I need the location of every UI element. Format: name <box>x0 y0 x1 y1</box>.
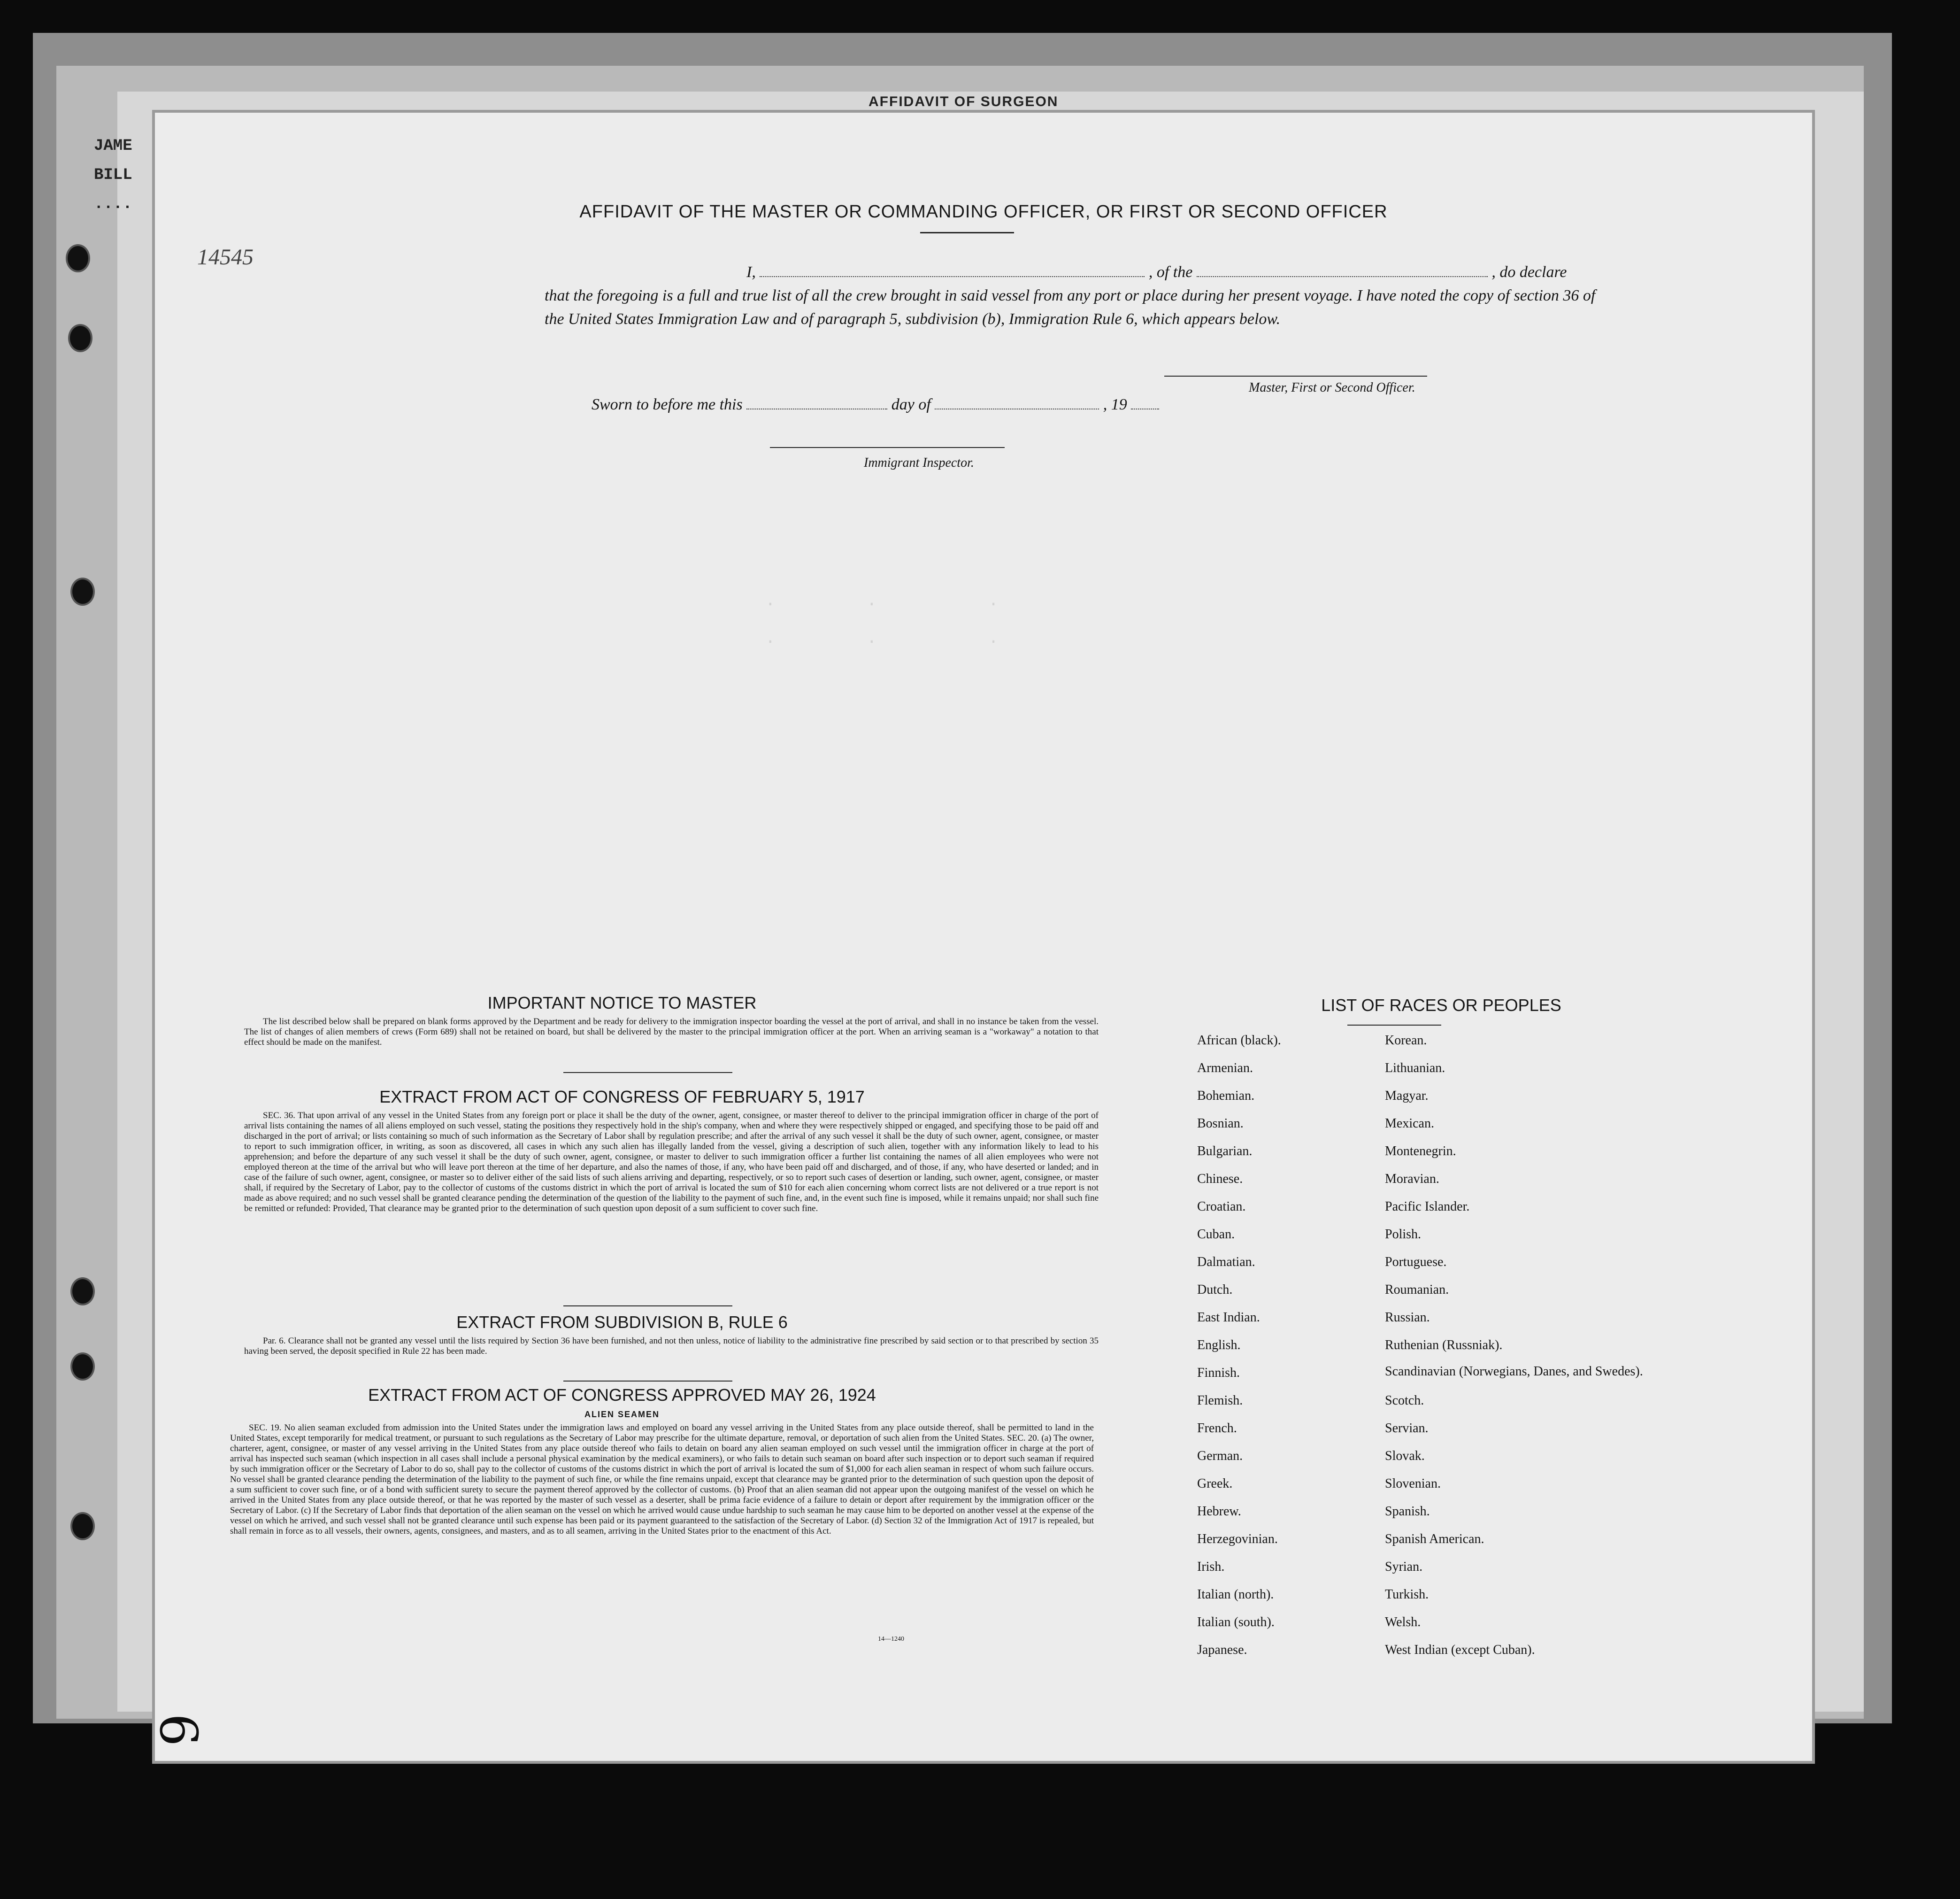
race-item: Dutch. <box>1197 1282 1233 1297</box>
declaration-of-the: , of the <box>1148 263 1193 281</box>
race-item: Mexican. <box>1385 1116 1434 1131</box>
race-item: Finnish. <box>1197 1366 1240 1380</box>
race-item: Syrian. <box>1385 1559 1423 1574</box>
race-item: Irish. <box>1197 1559 1225 1574</box>
race-item: Scandinavian (Norwegians, Danes, and Swedes). <box>1385 1364 1643 1379</box>
declaration-do-declare: , do declare <box>1491 263 1567 281</box>
race-item: Hebrew. <box>1197 1504 1241 1519</box>
race-item: East Indian. <box>1197 1310 1260 1325</box>
race-item: Roumanian. <box>1385 1282 1449 1297</box>
race-item: Croatian. <box>1197 1199 1246 1214</box>
sworn-statement <box>592 394 1159 414</box>
divider <box>563 1072 732 1073</box>
bleed-through-text: . . . . . . <box>765 591 999 648</box>
extract-1917-text: SEC. 36. That upon arrival of any vessel in the United States from any foreign port or place it shall be the duty of the owner, agent, consignee, or master thereof to deliver to the principal immigration officer in charge of the port of arrival lists containing the names of all aliens employed on such vessel, stating the positions they respectively hold in the ship's company, when and where they were respectively shipped or engaged, and specifying those to be paid off and discharged in the port of arrival; or lists containing so much of such information as the Secretary of Labor shall by regulation prescribe; and after the arrival of any such vessel it shall be the duty of such owner, agent, consignee, or master to report to such immigration officer, in writing, as soon as discovered, all cases in which any such alien has illegally landed from the vessel, giving a description of such alien, together with any information likely to lead to his apprehension; and before the departure of any such vessel it shall be the duty of such owner, agent, consignee, or master to deliver to such immigration officer a further list containing the names of all alien employees who were not employed thereon at the time of the arrival but who will leave port thereon at the time of her departure, and also the names of those, if any, who have been paid off and discharged, and of those, if any, who have deserted or landed; and in case of the failure of such owner, agent, consignee, or master so to deliver either of the said lists of such aliens arriving and departing, respectively, or so to report such cases of desertion or landing, such owner, agent, consignee, or master shall, if required by the Secretary of Labor, pay to the collector of customs of the customs district in which the port of arrival is located the sum of $10 for each alien concerning whom correct lists are not delivered or a true report is not made as above required; and no such vessel shall be granted clearance pending the determination of the question of the liability to the payment of such fine, and, in the event such fine is imposed, while it remains unpaid; nor shall such fine be remitted or refunded: Provided, That clearance may be granted prior to the determination of such question upon deposit of a sum sufficient to cover such fine. <box>244 1111 1099 1213</box>
race-item: West Indian (except Cuban). <box>1385 1643 1535 1657</box>
binder-hole-icon <box>70 578 95 606</box>
sworn-day-of: day of <box>891 396 931 413</box>
race-item: Ruthenian (Russniak). <box>1385 1338 1503 1352</box>
extract-1924-text: SEC. 19. No alien seaman excluded from admission into the United States under the immigration laws and employed on board any vessel arriving in the United States from any place outside thereof, shall be permitted to land in the United States, except temporarily for medical treatment, or pursuant to such regulations as the Secretary of Labor may prescribe for the ultimate departure, removal, or deportation of such alien from the United States. SEC. 20. (a) The owner, charterer, agent, consignee, or master of any vessel arriving in the United States from any place outside thereof who fails to detain on board any alien seaman employed on such vessel until the immigration officer in charge at the port of arrival has inspected such seaman (which inspection in all cases shall include a personal physical examination by the medical examiners), or who fails to detain such seaman on board after such inspection or to deport such seaman if required by such immigration officer or the Secretary of Labor to do so, shall pay to the collector of customs of the customs district in which the port of arrival is located the sum of $1,000 for each alien seaman in respect of whom such failure occurs. No vessel shall be granted clearance pending the determination of the liability to the payment of such fine, or while the fine remains unpaid, except that clearance may be granted prior to the determination of such question upon the deposit of a sum sufficient to cover such fine, or of a bond with sufficient surety to secure the payment thereof approved by the collector of customs. (b) Proof that an alien seaman did not appear upon the outgoing manifest of the vessel on which he arrived in the United States from any place outside thereof, or that he was reported by the master of such vessel as a deserter, shall be prima facie evidence of a failure to detain or deport after requirement by the immigration officer or the Secretary of Labor. (c) If the Secretary of Labor finds that deportation of the alien seaman on the vessel on which he arrived would cause undue hardship to such seaman he may cause him to be deported on another vessel at the expense of the vessel on which he arrived, and such vessel shall not be granted clearance until such expense has been paid or its payment guaranteed to the satisfaction of the Secretary of Labor. (d) Section 32 of the Immigration Act of 1917 is repealed, but shall remain in force as to all vessels, their owners, agents, consignees, and masters, and as to all seamen, arriving in the United States prior to the enactment of this Act. <box>230 1423 1094 1536</box>
affidavit-page <box>155 113 1812 1761</box>
race-item: Greek. <box>1197 1476 1233 1491</box>
binder-hole-icon <box>70 1352 95 1381</box>
races-left-column <box>1197 1033 1281 1670</box>
sworn-year-field[interactable] <box>1131 394 1159 409</box>
race-item: Herzegovinian. <box>1197 1532 1278 1546</box>
race-item: Bosnian. <box>1197 1116 1244 1131</box>
race-item: Slovenian. <box>1385 1476 1441 1491</box>
race-item: Moravian. <box>1385 1172 1439 1186</box>
race-item: Scotch. <box>1385 1393 1424 1408</box>
race-item: French. <box>1197 1421 1237 1436</box>
scribble-line-2: BILL <box>94 166 132 184</box>
race-item: English. <box>1197 1338 1241 1352</box>
declaration-i: I, <box>746 263 756 281</box>
race-item: Lithuanian. <box>1385 1061 1445 1075</box>
race-item: Magyar. <box>1385 1088 1429 1103</box>
inspector-signature-line[interactable] <box>770 447 1005 448</box>
race-item: Flemish. <box>1197 1393 1243 1408</box>
notice-title: IMPORTANT NOTICE TO MASTER <box>487 993 757 1012</box>
race-item: Cuban. <box>1197 1227 1235 1242</box>
race-item: Italian (south). <box>1197 1615 1275 1629</box>
sworn-month-field[interactable] <box>935 394 1099 409</box>
race-item: African (black). <box>1197 1033 1281 1048</box>
affidavit-title: AFFIDAVIT OF THE MASTER OR COMMANDING OFFICER, OR FIRST OR SECOND OFFICER <box>579 202 1388 222</box>
race-item: Turkish. <box>1385 1587 1429 1602</box>
margin-mark: 6 <box>148 1714 208 1746</box>
binder-hole-icon <box>68 324 92 352</box>
scribble-line-1: JAME <box>94 137 132 155</box>
sworn-text: Sworn to before me this <box>592 396 743 413</box>
races-right-column <box>1385 1033 1643 1670</box>
declaration-paragraph <box>545 261 1648 331</box>
race-item: German. <box>1197 1449 1243 1463</box>
binder-hole-icon <box>70 1277 95 1305</box>
race-item: Welsh. <box>1385 1615 1421 1629</box>
binder-hole-icon <box>70 1512 95 1540</box>
sworn-day-field[interactable] <box>746 394 887 409</box>
race-item: Japanese. <box>1197 1643 1247 1657</box>
race-item: Montenegrin. <box>1385 1144 1456 1158</box>
declarant-name-field[interactable] <box>760 262 1145 277</box>
extract-1924-subtitle: ALIEN SEAMEN <box>584 1410 660 1419</box>
race-item: Chinese. <box>1197 1172 1243 1186</box>
race-item: Bohemian. <box>1197 1088 1255 1103</box>
race-item: Dalmatian. <box>1197 1255 1255 1269</box>
race-item: Italian (north). <box>1197 1587 1274 1602</box>
scribble-line-3: .... <box>94 195 132 213</box>
race-item: Bulgarian. <box>1197 1144 1253 1158</box>
race-item: Servian. <box>1385 1421 1429 1436</box>
declaration-first-line <box>545 261 1648 284</box>
form-number: 14—1240 <box>878 1636 904 1643</box>
underlying-sheet-title: AFFIDAVIT OF SURGEON <box>869 94 1059 109</box>
vessel-name-field[interactable] <box>1197 262 1488 277</box>
race-item: Korean. <box>1385 1033 1427 1048</box>
officer-signature-line[interactable] <box>1164 376 1427 377</box>
divider <box>563 1381 732 1382</box>
race-item: Polish. <box>1385 1227 1422 1242</box>
race-item: Pacific Islander. <box>1385 1199 1470 1214</box>
extract-1924-title: EXTRACT FROM ACT OF CONGRESS APPROVED MAY 26, 1924 <box>368 1385 876 1405</box>
extract-1917-title: EXTRACT FROM ACT OF CONGRESS OF FEBRUARY 5, 1917 <box>379 1087 865 1106</box>
handwritten-number: 14545 <box>197 245 254 270</box>
binder-hole-icon <box>66 244 90 272</box>
title-divider <box>920 232 1014 233</box>
sworn-year-prefix: , 19 <box>1103 396 1127 413</box>
divider <box>563 1305 732 1306</box>
declaration-body: that the foregoing is a full and true list of all the crew brought in said vessel from any port or place during her present voyage. I have noted the copy of section 36 of the United States Immigration Law and of paragraph 5, subdivision (b), Immigration Rule 6, which appears below. <box>545 287 1596 328</box>
divider <box>1347 1025 1441 1026</box>
notice-text: The list described below shall be prepared on blank forms approved by the Department and be ready for delivery to the immigration inspector boarding the vessel at the port of arrival, and shall in no instance be taken from the vessel. The list of changes of alien members of crews (Form 689) shall not be retained on board, but shall be delivered by the master to the principal immigration officer at the port. When an arriving seaman is a "workaway" a notation to that effect should be made on the manifest. <box>244 1017 1099 1047</box>
race-item: Portuguese. <box>1385 1255 1447 1269</box>
officer-signature-label: Master, First or Second Officer. <box>1249 380 1415 395</box>
underlying-side-text <box>94 131 132 219</box>
race-item: Armenian. <box>1197 1061 1253 1075</box>
race-item: Spanish American. <box>1385 1532 1484 1546</box>
race-item: Slovak. <box>1385 1449 1425 1463</box>
inspector-signature-label: Immigrant Inspector. <box>864 455 974 470</box>
faint-handwriting <box>1139 1277 1148 1301</box>
extract-rule6-title: EXTRACT FROM SUBDIVISION B, RULE 6 <box>456 1312 788 1332</box>
extract-rule6-text: Par. 6. Clearance shall not be granted any vessel until the lists required by Section 36 have been furnished, and not then unless, notice of liability to the administrative fine prescribed by said section or to that prescribed by section 35 having been served, the deposit specified in Rule 22 has been made. <box>244 1336 1099 1356</box>
races-title: LIST OF RACES OR PEOPLES <box>1321 996 1561 1015</box>
race-item: Russian. <box>1385 1310 1430 1325</box>
race-item: Spanish. <box>1385 1504 1430 1519</box>
